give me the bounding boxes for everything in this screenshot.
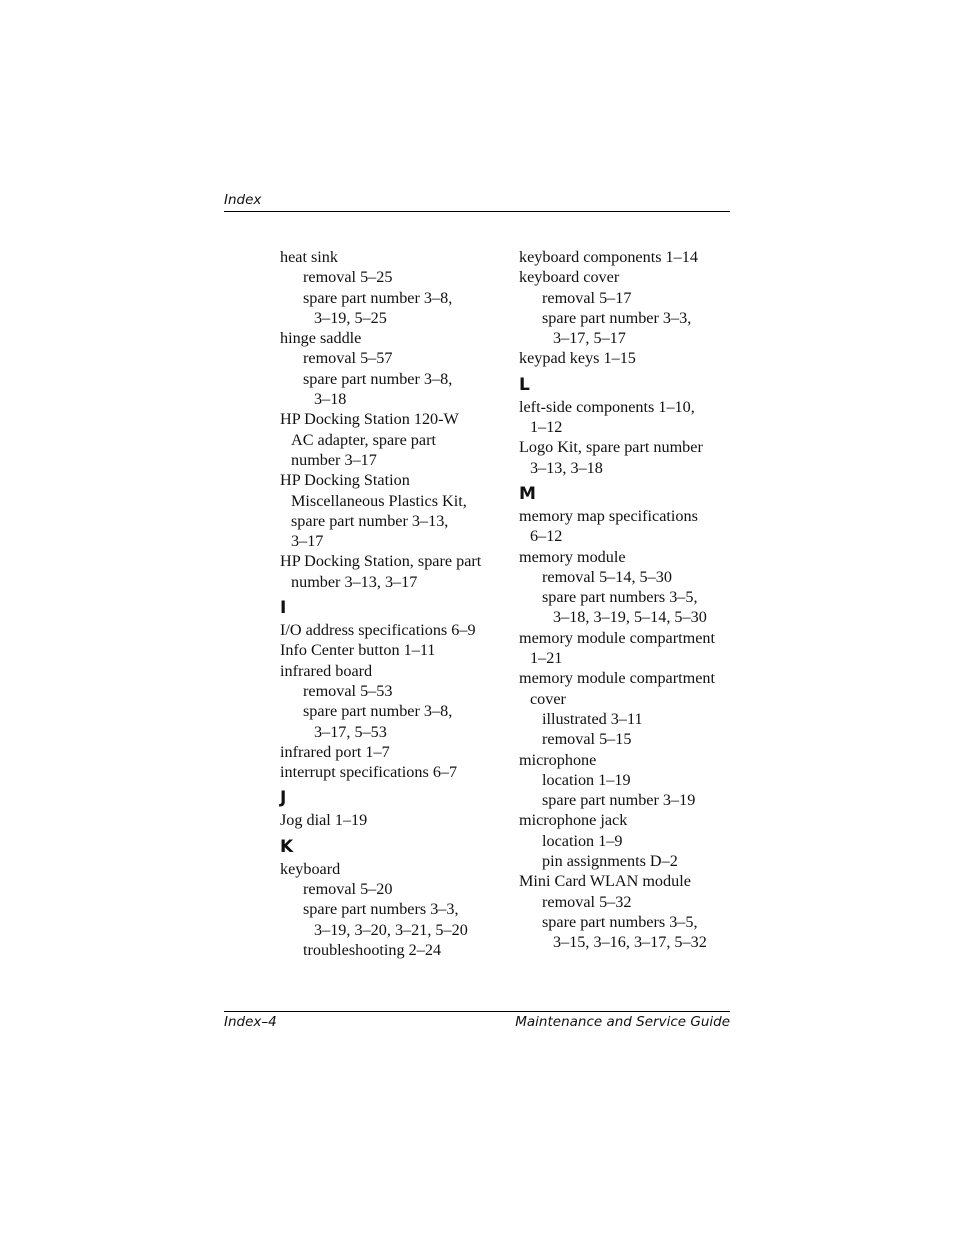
index-subentry: removal 5–20	[303, 880, 393, 899]
index-subentry: removal 5–15	[542, 730, 632, 749]
index-entry: memory map specifications	[519, 506, 698, 525]
index-entry: memory module compartment	[519, 669, 715, 688]
index-entry: Info Center button 1–11	[280, 641, 436, 660]
index-entry: microphone jack	[519, 811, 628, 830]
footer-rule	[224, 1011, 730, 1012]
index-entry-continuation: AC adapter, spare part	[291, 430, 436, 449]
index-section-letter: M	[519, 483, 536, 504]
index-column-left	[280, 247, 505, 960]
index-subentry: spare part number 3–8,	[303, 369, 453, 388]
index-subentry: troubleshooting 2–24	[303, 940, 442, 959]
index-entry-continuation: 1–12	[530, 418, 563, 437]
index-subentry: removal 5–25	[303, 268, 393, 287]
index-entry: heat sink	[280, 248, 338, 266]
running-header: Index	[224, 192, 262, 208]
index-entry-continuation: 3–15, 3–16, 3–17, 5–32	[553, 933, 707, 952]
index-entry: hinge saddle	[280, 329, 362, 348]
index-subentry: location 1–19	[542, 770, 631, 789]
index-entry-continuation: 6–12	[530, 527, 563, 546]
index-subentry: removal 5–17	[542, 288, 632, 307]
index-entry: interrupt specifications 6–7	[280, 763, 458, 782]
index-subentry: removal 5–14, 5–30	[542, 567, 672, 586]
index-entry: Logo Kit, spare part number	[519, 438, 703, 457]
document-title: Maintenance and Service Guide	[515, 1014, 730, 1030]
index-subentry: spare part numbers 3–5,	[542, 912, 698, 931]
index-entry: HP Docking Station	[280, 471, 410, 490]
index-entry: infrared board	[280, 661, 373, 680]
index-subentry: spare part numbers 3–3,	[303, 900, 459, 919]
index-subentry: spare part number 3–3,	[542, 308, 692, 327]
index-entry-continuation: 3–17, 5–53	[314, 722, 387, 741]
index-entry-continuation: 3–18, 3–19, 5–14, 5–30	[553, 608, 707, 627]
index-section-letter: I	[280, 598, 287, 619]
index-entry: keyboard	[280, 859, 341, 878]
index-entry: keyboard cover	[519, 268, 620, 287]
index-entry-continuation: 1–21	[530, 649, 563, 668]
index-entry: memory module	[519, 547, 626, 566]
index-entry: infrared port 1–7	[280, 742, 390, 761]
index-column-right	[519, 247, 744, 953]
index-entry-continuation: Miscellaneous Plastics Kit,	[291, 491, 467, 510]
index-entry-continuation: 3–17, 5–17	[553, 329, 626, 348]
index-entry: HP Docking Station, spare part	[280, 552, 482, 571]
page-number: Index–4	[224, 1014, 277, 1030]
index-section-letter: K	[280, 836, 294, 857]
index-entry-continuation: number 3–17	[291, 450, 377, 469]
index-section-letter: L	[519, 374, 530, 395]
index-subentry: spare part number 3–8,	[303, 702, 453, 721]
index-entry-continuation: 3–19, 3–20, 3–21, 5–20	[314, 920, 468, 939]
index-subentry: spare part numbers 3–5,	[542, 588, 698, 607]
header-rule	[224, 211, 730, 212]
index-entry-continuation: 3–18	[314, 390, 347, 409]
index-subentry: spare part number 3–8,	[303, 288, 453, 307]
index-section-letter: J	[280, 788, 287, 809]
index-entry: keypad keys 1–15	[519, 349, 636, 368]
index-subentry: removal 5–32	[542, 892, 632, 911]
index-entry-continuation: cover	[530, 689, 566, 708]
index-entry: Jog dial 1–19	[280, 811, 368, 830]
index-entry: I/O address specifications 6–9	[280, 621, 476, 640]
index-subentry: removal 5–53	[303, 681, 393, 700]
index-entry-continuation: spare part number 3–13,	[291, 511, 449, 530]
index-entry-continuation: 3–19, 5–25	[314, 308, 387, 327]
index-subentry: illustrated 3–11	[542, 709, 643, 728]
index-entry: memory module compartment	[519, 628, 715, 647]
index-subentry: spare part number 3–19	[542, 791, 696, 810]
index-subentry: location 1–9	[542, 831, 623, 850]
index-entry: Mini Card WLAN module	[519, 872, 691, 891]
index-entry: microphone	[519, 750, 597, 769]
index-entry: HP Docking Station 120-W	[280, 410, 459, 429]
index-entry: left-side components 1–10,	[519, 397, 695, 416]
index-entry-continuation: 3–17	[291, 532, 324, 551]
index-entry-continuation: number 3–13, 3–17	[291, 572, 418, 591]
index-subentry: removal 5–57	[303, 349, 393, 368]
index-entry: keyboard components 1–14	[519, 248, 698, 266]
index-entry-continuation: 3–13, 3–18	[530, 458, 603, 477]
index-subentry: pin assignments D–2	[542, 852, 678, 871]
